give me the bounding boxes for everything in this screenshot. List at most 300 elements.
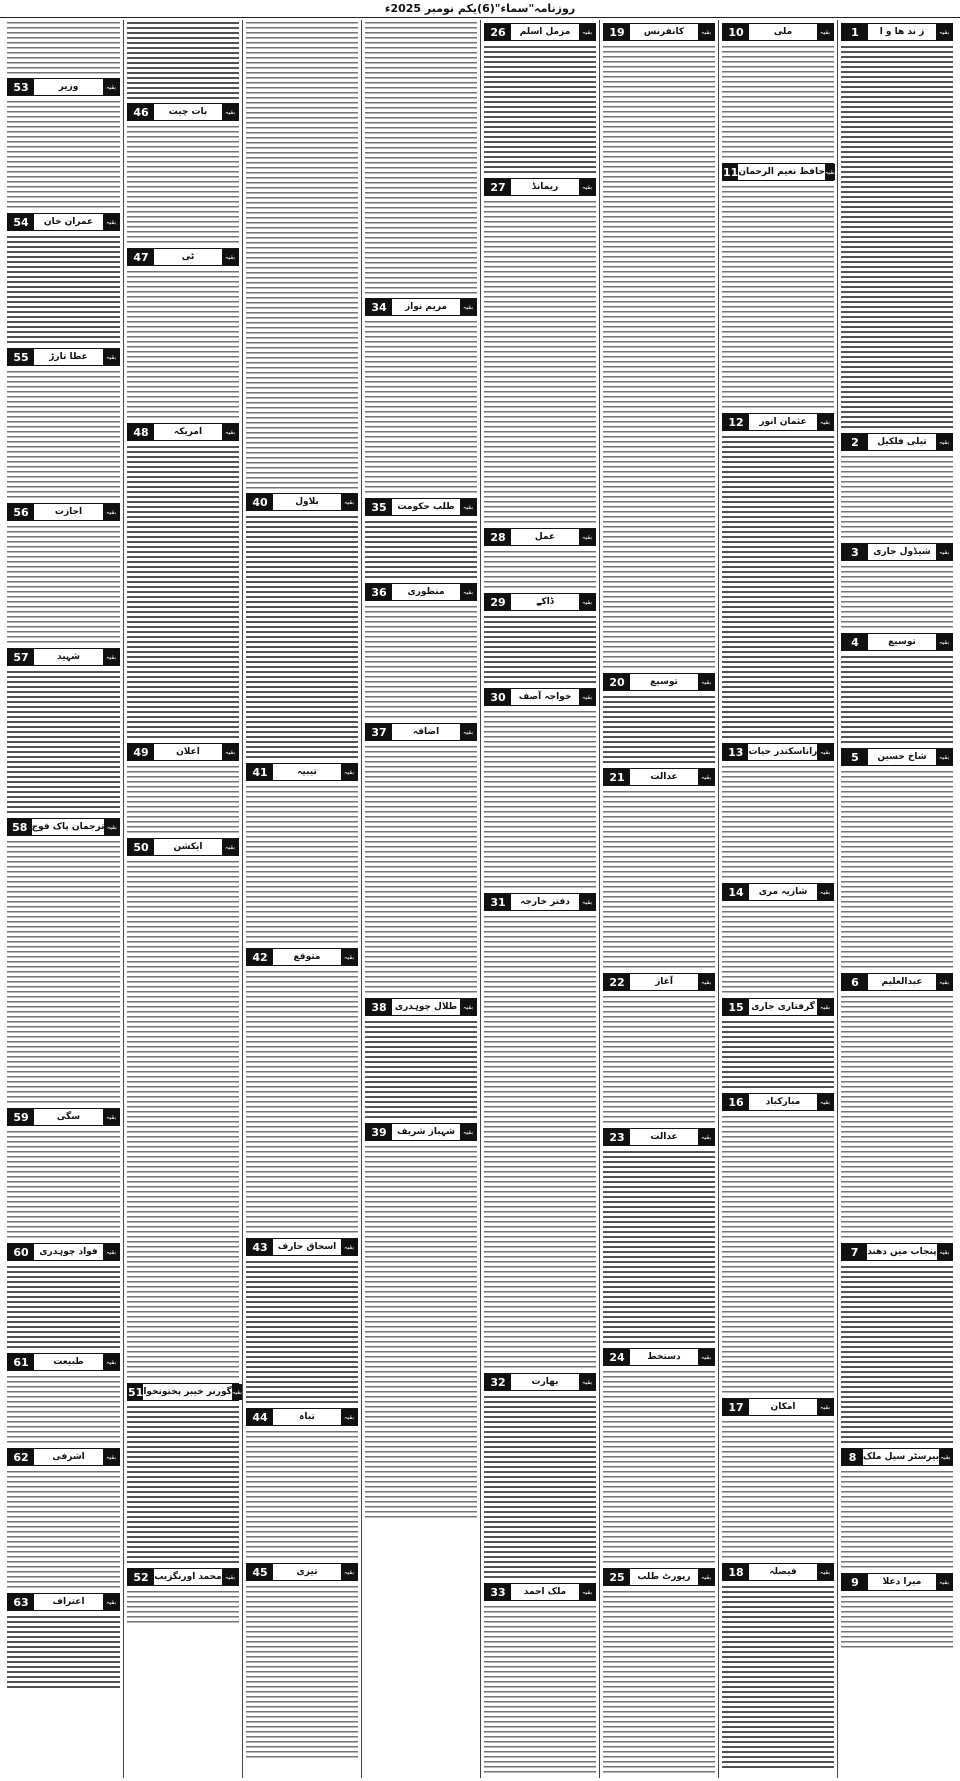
continued-article: [7, 1350, 120, 1445]
article-body-text: [841, 1469, 953, 1570]
article-tag: [484, 1373, 596, 1391]
kicker-label: بقیہ: [103, 1354, 119, 1370]
kicker-label: بقیہ: [222, 744, 238, 760]
continued-article: [841, 1570, 953, 1650]
kicker-label: بقیہ: [222, 1569, 238, 1585]
article-title: پنجاب میں دھند: [867, 1244, 936, 1260]
continued-article: [841, 745, 953, 970]
article-tag: [722, 163, 834, 181]
article-tag: [365, 723, 477, 741]
article-title: متوقع: [273, 949, 341, 965]
article-number: 55: [8, 349, 34, 365]
article-tag: [484, 593, 596, 611]
continued-article: [127, 100, 239, 245]
kicker-label: بقیہ: [341, 494, 357, 510]
article-body-text: [603, 1589, 715, 1775]
article-tag: [484, 688, 596, 706]
article-title: شہباز شریف: [392, 1124, 460, 1140]
masthead-title: روزنامہ"سماء"(6)یکم نومبر 2025ء: [0, 0, 960, 18]
article-number: 61: [8, 1354, 34, 1370]
continued-article: [484, 1370, 596, 1580]
article-body-text: [484, 614, 596, 685]
kicker-label: بقیہ: [698, 24, 714, 40]
article-tag: [603, 1128, 715, 1146]
continued-article: [7, 500, 120, 645]
article-tag: [484, 893, 596, 911]
kicker-label: بقیہ: [698, 1129, 714, 1145]
article-body-text: [7, 1129, 120, 1240]
continued-article: [484, 175, 596, 525]
kicker-label: بقیہ: [698, 974, 714, 990]
kicker-label: بقیہ: [103, 214, 119, 230]
article-body-text: [484, 549, 596, 590]
newspaper-column: [4, 20, 123, 1778]
continued-article: [246, 490, 358, 760]
article-body-text: [603, 994, 715, 1125]
article-title: عمران خان: [34, 214, 103, 230]
continued-article: [365, 1120, 477, 1520]
article-title: منظوری: [392, 584, 460, 600]
article-number: 20: [604, 674, 630, 690]
article-tag: [127, 103, 239, 121]
article-tag: [603, 23, 715, 41]
article-tag: [841, 23, 953, 41]
article-title: وزیر: [34, 79, 103, 95]
article-number: 12: [723, 414, 749, 430]
article-number: 24: [604, 1349, 630, 1365]
article-tag: [7, 1353, 120, 1371]
continued-article: [841, 20, 953, 430]
article-tag: [7, 1243, 120, 1261]
article-title: مزمل اسلم: [511, 24, 579, 40]
article-body-text: [722, 904, 834, 995]
article-number: 11: [723, 165, 739, 179]
continued-article: [7, 1590, 120, 1690]
kicker-label: بقیہ: [936, 974, 952, 990]
article-number: 59: [8, 1109, 34, 1125]
kicker-label: بقیہ: [936, 749, 952, 765]
article-title: امریکہ: [154, 424, 222, 440]
kicker-label: بقیہ: [104, 819, 119, 835]
article-tag: [722, 413, 834, 431]
article-body-text: [7, 99, 120, 210]
article-title: ترجمان پاک فوج: [32, 819, 105, 835]
article-body-text: [722, 1584, 834, 1770]
continued-article: [365, 295, 477, 495]
kicker-label: بقیہ: [460, 724, 476, 740]
article-title: عطا تارڑ: [34, 349, 103, 365]
newspaper-column: [242, 20, 361, 1778]
article-title: حافظ نعیم الرحمان: [738, 164, 825, 180]
article-body-text: [7, 1374, 120, 1445]
article-number: 58: [8, 819, 32, 835]
article-body-text: [484, 914, 596, 1370]
article-tag: [365, 298, 477, 316]
continued-article: [603, 1125, 715, 1345]
article-tag: [127, 248, 239, 266]
article-body-text: [246, 1259, 358, 1405]
article-body-text: [127, 1404, 239, 1565]
kicker-label: بقیہ: [460, 1124, 476, 1140]
article-tag: [722, 1093, 834, 1111]
article-tag: [841, 748, 953, 766]
article-title: میرا دعلا: [868, 1574, 936, 1590]
article-tag: [7, 1448, 120, 1466]
kicker-label: بقیہ: [936, 1574, 952, 1590]
article-tag: [722, 998, 834, 1016]
continued-article: [246, 1405, 358, 1560]
continued-article: [365, 720, 477, 995]
article-body-text: [127, 444, 239, 740]
kicker-label: بقیہ: [825, 164, 835, 180]
article-tag: [484, 23, 596, 41]
continued-article: [127, 420, 239, 740]
continued-article: [484, 20, 596, 175]
article-title: اسحاق حارف: [273, 1239, 341, 1255]
continued-article: [484, 1580, 596, 1775]
kicker-label: بقیہ: [817, 24, 833, 40]
kicker-label: بقیہ: [817, 1564, 833, 1580]
article-title: تیزی: [273, 1564, 341, 1580]
kicker-label: بقیہ: [103, 1244, 119, 1260]
article-body-text: [484, 709, 596, 890]
article-body-text: [484, 1394, 596, 1580]
continued-article: [722, 740, 834, 880]
article-number: 30: [485, 689, 511, 705]
continued-article: [484, 590, 596, 685]
article-number: 47: [128, 249, 154, 265]
article-number: 16: [723, 1094, 749, 1110]
kicker-label: بقیہ: [460, 584, 476, 600]
article-title: فواد چوہدری: [34, 1244, 103, 1260]
kicker-label: بقیہ: [698, 674, 714, 690]
continued-article: [127, 835, 239, 1380]
article-body-text: [7, 669, 120, 815]
kicker-label: بقیہ: [579, 894, 595, 910]
article-title: اجازت: [34, 504, 103, 520]
continued-article: [246, 945, 358, 1235]
article-tag: [841, 1243, 953, 1261]
article-number: 49: [128, 744, 154, 760]
continued-article: [603, 765, 715, 970]
article-tag: [246, 1238, 358, 1256]
article-number: 44: [247, 1409, 273, 1425]
continued-article: [603, 1565, 715, 1775]
continued-article: [365, 995, 477, 1120]
continued-article: [841, 1240, 953, 1445]
article-title: بیرسٹر سیل ملک: [863, 1449, 939, 1465]
article-tag: [7, 78, 120, 96]
continued-article: [841, 1445, 953, 1570]
article-title: محمد اورنگزیب: [154, 1569, 222, 1585]
kicker-label: بقیہ: [579, 1374, 595, 1390]
article-title: بھارت: [511, 1374, 579, 1390]
article-title: ز ند ھا و ا: [868, 24, 936, 40]
article-tag: [841, 1573, 953, 1591]
kicker-label: بقیہ: [698, 769, 714, 785]
article-number: 46: [128, 104, 154, 120]
continued-article: [722, 1090, 834, 1395]
kicker-label: بقیہ: [579, 594, 595, 610]
article-body-text: [603, 694, 715, 765]
article-number: 3: [842, 544, 868, 560]
kicker-label: بقیہ: [341, 1564, 357, 1580]
article-title: آغاز: [630, 974, 698, 990]
article-body-text: [7, 234, 120, 345]
article-number: 53: [8, 79, 34, 95]
kicker-label: بقیہ: [341, 1239, 357, 1255]
article-number: 37: [366, 724, 392, 740]
article-title: ریمانڈ: [511, 179, 579, 195]
article-number: 33: [485, 1584, 511, 1600]
article-title: شہید: [34, 649, 103, 665]
article-tag: [127, 1568, 239, 1586]
article-tag: [722, 883, 834, 901]
article-title: اضافہ: [392, 724, 460, 740]
article-tag: [722, 23, 834, 41]
continued-article: [7, 1445, 120, 1590]
article-tag: [127, 743, 239, 761]
continued-article: [484, 525, 596, 590]
article-body-text: [484, 1604, 596, 1775]
article-tag: [484, 528, 596, 546]
continued-article: [246, 760, 358, 945]
kicker-label: بقیہ: [579, 689, 595, 705]
article-body-text: [841, 994, 953, 1240]
article-title: ڈاکے: [511, 594, 579, 610]
continued-article: [722, 20, 834, 160]
article-number: 41: [247, 764, 273, 780]
article-number: 39: [366, 1124, 392, 1140]
article-number: 57: [8, 649, 34, 665]
kicker-label: بقیہ: [817, 1094, 833, 1110]
article-number: 22: [604, 974, 630, 990]
article-title: راناسکندر حیات: [748, 744, 817, 760]
article-body-text: [484, 199, 596, 525]
article-body-text: [365, 604, 477, 720]
article-title: تیبیہ: [273, 764, 341, 780]
article-title: ملک احمد: [511, 1584, 579, 1600]
article-title: اعلان: [154, 744, 222, 760]
kicker-label: بقیہ: [232, 1384, 242, 1400]
kicker-label: بقیہ: [817, 884, 833, 900]
article-body-text: [722, 44, 834, 160]
continued-article: [246, 20, 358, 490]
continued-article: [722, 1560, 834, 1770]
kicker-label: بقیہ: [579, 24, 595, 40]
article-body-text: [127, 859, 239, 1380]
article-tag: [841, 1448, 953, 1466]
article-number: 25: [604, 1569, 630, 1585]
continued-article: [127, 1380, 242, 1565]
article-tag: [7, 1108, 120, 1126]
article-tag: [603, 1568, 715, 1586]
article-number: 54: [8, 214, 34, 230]
continued-article: [365, 580, 477, 720]
article-body-text: [841, 1264, 953, 1445]
article-tag: [484, 1583, 596, 1601]
article-title: توسیع: [868, 634, 936, 650]
article-number: 31: [485, 894, 511, 910]
article-title: شیڈول جاری: [868, 544, 936, 560]
article-title: توسیع: [630, 674, 698, 690]
article-title: خواجہ آصف: [511, 689, 579, 705]
article-tag: [603, 973, 715, 991]
kicker-label: بقیہ: [698, 1569, 714, 1585]
kicker-label: بقیہ: [103, 1109, 119, 1125]
article-body-text: [127, 1589, 239, 1625]
article-title: گرفتاری جاری: [749, 999, 817, 1015]
article-tag: [722, 1398, 834, 1416]
kicker-label: بقیہ: [103, 79, 119, 95]
kicker-label: بقیہ: [936, 544, 952, 560]
continued-article: [603, 670, 715, 765]
article-tag: [365, 583, 477, 601]
continued-article: [127, 740, 239, 835]
continued-article: [246, 1235, 358, 1405]
article-title: عمل: [511, 529, 579, 545]
article-title: گورنر خیبر پختونخوا: [143, 1384, 232, 1400]
article-number: 36: [366, 584, 392, 600]
newspaper-column: [599, 20, 718, 1778]
article-tag: [7, 348, 120, 366]
article-number: 52: [128, 1569, 154, 1585]
article-number: 10: [723, 24, 749, 40]
newspaper-column: [123, 20, 242, 1778]
continued-article: [841, 540, 953, 630]
continued-article: [484, 685, 596, 890]
article-title: شاخ حسین: [868, 749, 936, 765]
newspaper-column: [718, 20, 837, 1778]
article-title: بات چیت: [154, 104, 222, 120]
article-title: ٹی: [154, 249, 222, 265]
article-body-text: [7, 524, 120, 645]
newspaper-column: [837, 20, 956, 1778]
article-tag: [127, 423, 239, 441]
article-title: تیلی فلکیل: [868, 434, 936, 450]
article-body-text: [7, 839, 120, 1105]
article-number: 5: [842, 749, 868, 765]
article-number: 32: [485, 1374, 511, 1390]
continued-article: [127, 1565, 239, 1625]
article-tag: [7, 1593, 120, 1611]
kicker-label: بقیہ: [460, 999, 476, 1015]
article-title: عدالت: [630, 1129, 698, 1145]
article-tag: [246, 1563, 358, 1581]
newspaper-page: [4, 20, 956, 1778]
kicker-label: بقیہ: [341, 764, 357, 780]
article-body-text: [7, 1469, 120, 1590]
article-number: 7: [842, 1244, 867, 1260]
article-body-text: [365, 319, 477, 495]
article-tag: [365, 1123, 477, 1141]
article-number: 60: [8, 1244, 34, 1260]
kicker-label: بقیہ: [817, 414, 833, 430]
article-title: مبارکباد: [749, 1094, 817, 1110]
article-title: عدالت: [630, 769, 698, 785]
article-body-text: [7, 1264, 120, 1350]
article-tag: [841, 543, 953, 561]
article-number: 15: [723, 999, 749, 1015]
newspaper-column: [480, 20, 599, 1778]
article-body-text: [722, 184, 834, 410]
article-tag: [7, 818, 120, 836]
kicker-label: بقیہ: [103, 349, 119, 365]
article-body-text: [722, 1419, 834, 1560]
article-number: 35: [366, 499, 392, 515]
kicker-label: بقیہ: [579, 529, 595, 545]
kicker-label: بقیہ: [579, 179, 595, 195]
article-number: 19: [604, 24, 630, 40]
article-body-text: [603, 789, 715, 970]
continued-article: [722, 995, 834, 1090]
article-body-text: [246, 1584, 358, 1760]
article-body-text: [841, 1594, 953, 1650]
article-title: شازیہ مری: [749, 884, 817, 900]
continued-article: [127, 20, 239, 100]
article-number: 18: [723, 1564, 749, 1580]
continued-article: [365, 20, 477, 295]
kicker-label: بقیہ: [698, 1349, 714, 1365]
article-tag: [603, 673, 715, 691]
article-body-text: [127, 124, 239, 245]
article-body-text: [722, 434, 834, 740]
kicker-label: بقیہ: [579, 1584, 595, 1600]
article-body-text: [246, 20, 358, 490]
article-tag: [7, 503, 120, 521]
article-body-text: [603, 44, 715, 670]
article-title: طلب حکومت: [392, 499, 460, 515]
kicker-label: بقیہ: [222, 839, 238, 855]
article-body-text: [365, 1019, 477, 1120]
kicker-label: بقیہ: [936, 434, 952, 450]
article-number: 28: [485, 529, 511, 545]
continued-article: [7, 1105, 120, 1240]
kicker-label: بقیہ: [817, 744, 833, 760]
article-body-text: [841, 564, 953, 630]
article-number: 38: [366, 999, 392, 1015]
article-number: 56: [8, 504, 34, 520]
article-body-text: [127, 269, 239, 420]
article-number: 21: [604, 769, 630, 785]
article-tag: [365, 498, 477, 516]
article-tag: [7, 648, 120, 666]
article-number: 8: [842, 1449, 863, 1465]
kicker-label: بقیہ: [460, 299, 476, 315]
article-title: دستخط: [630, 1349, 698, 1365]
kicker-label: بقیہ: [937, 1244, 953, 1260]
article-title: امکان: [749, 1399, 817, 1415]
article-tag: [484, 178, 596, 196]
continued-article: [603, 1345, 715, 1565]
article-title: اعتراف: [34, 1594, 103, 1610]
article-tag: [246, 948, 358, 966]
article-number: 34: [366, 299, 392, 315]
continued-article: [365, 495, 477, 580]
article-body-text: [246, 784, 358, 945]
article-body-text: [7, 1614, 120, 1690]
article-body-text: [365, 744, 477, 995]
article-number: 2: [842, 434, 868, 450]
kicker-label: بقیہ: [817, 999, 833, 1015]
article-title: عبدالعلیم: [868, 974, 936, 990]
newspaper-column: [361, 20, 480, 1778]
article-body-text: [246, 969, 358, 1235]
article-tag: [246, 493, 358, 511]
article-body-text: [841, 44, 953, 430]
article-title: اشرفی: [34, 1449, 103, 1465]
article-number: 13: [723, 744, 748, 760]
